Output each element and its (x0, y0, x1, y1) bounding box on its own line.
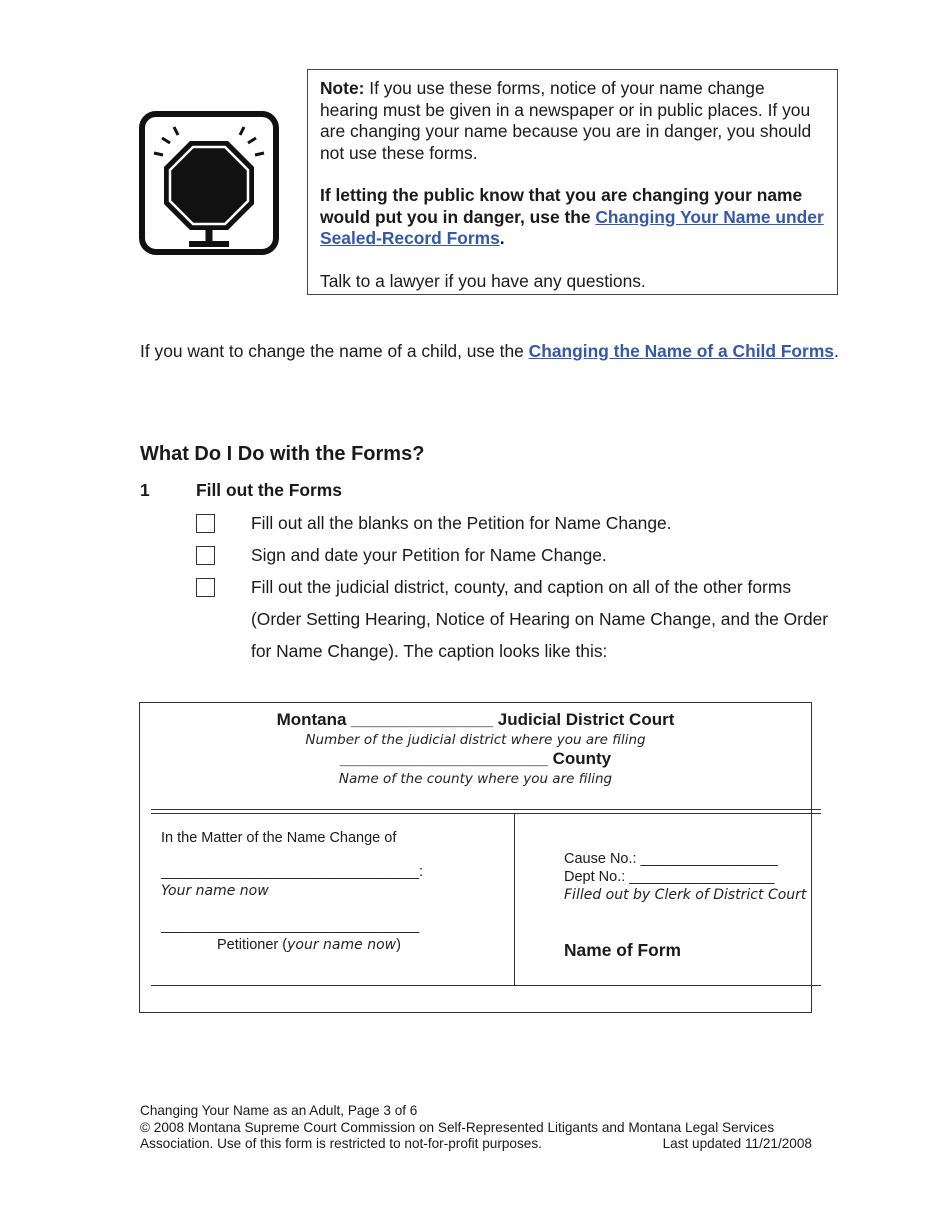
note-box (307, 69, 838, 295)
footer-line-1: Changing Your Name as an Adult, Page 3 of 6 (140, 1103, 418, 1118)
child-text: If you want to change the name of a child, use the (140, 341, 529, 361)
checklist-item-3: Fill out the judicial district, county, and caption on all of the other forms (Order Setting Hearing, Notice of Hearing on Name Change, and the Order for Name Change). The caption looks like this: (251, 577, 829, 661)
checkbox-3[interactable] (196, 578, 215, 597)
step-number: 1 (140, 480, 150, 500)
name-hint: Your name now (161, 883, 269, 899)
matter-text: In the Matter of the Name Change of (161, 830, 397, 846)
checkbox-2[interactable] (196, 546, 215, 565)
page-footer (140, 1103, 812, 1153)
name-blank: ________________________________: (161, 864, 424, 880)
child-paragraph (140, 335, 840, 367)
footer-updated: Last updated 11/21/2008 (662, 1136, 812, 1151)
footer-line-3: Association. Use of this form is restricted to not-for-profit purposes. (140, 1136, 542, 1151)
checklist-item-1: Fill out all the blanks on the Petition for Name Change. (251, 513, 672, 533)
note-period: . (499, 228, 505, 248)
court-line: Montana _______________ Judicial District Court (276, 710, 675, 729)
note-text: If you use these forms, notice of your name change hearing must be given in a newspaper or in public places. If you are changing your name because you are in danger, you should not use these forms. (320, 78, 812, 163)
petitioner-close: ) (396, 937, 401, 953)
footer-line-2: © 2008 Montana Supreme Court Commission on Self-Represented Litigants and Montana Legal Services (140, 1119, 775, 1135)
divider-top-2 (151, 813, 821, 814)
checkbox-1[interactable] (196, 514, 215, 533)
form-name: Name of Form (564, 940, 681, 960)
caption-example-box (139, 702, 812, 1013)
dept-no: Dept No.: __________________ (564, 869, 775, 885)
clerk-hint: Filled out by Clerk of District Court (564, 887, 807, 903)
sealed-record-forms-link[interactable]: Changing Your Name under Sealed-Record Forms (320, 206, 824, 248)
petitioner-label (217, 937, 401, 953)
note-intro (320, 78, 825, 164)
note-danger (320, 185, 825, 250)
checklist-item-2: Sign and date your Petition for Name Change. (251, 545, 607, 565)
petitioner-blank: ________________________________ (161, 918, 420, 934)
cause-no: Cause No.: _________________ (564, 851, 778, 867)
step-title: Fill out the Forms (196, 480, 342, 500)
note-lawyer: Talk to a lawyer if you have any questions. (320, 270, 646, 291)
divider-top-1 (151, 809, 821, 810)
county-line: ______________________ County (339, 749, 612, 768)
county-hint: Name of the county where you are filing (338, 771, 613, 787)
child-forms-link[interactable]: Changing the Name of a Child Forms (528, 341, 834, 361)
child-period: . (833, 341, 839, 361)
footer-line-3-row (140, 1136, 812, 1153)
divider-vertical (514, 813, 515, 985)
note-danger-text: If letting the public know that you are changing your name would put you in danger, use the (320, 185, 803, 227)
divider-bottom (151, 985, 821, 986)
petitioner-text: Petitioner ( (217, 937, 288, 953)
stop-sign-warning-icon (139, 111, 279, 255)
district-hint: Number of the judicial district where you are filing (305, 732, 646, 748)
note-label: Note: (320, 78, 365, 98)
section-heading: What Do I Do with the Forms? (140, 443, 425, 465)
petitioner-hint: your name now (287, 937, 397, 953)
